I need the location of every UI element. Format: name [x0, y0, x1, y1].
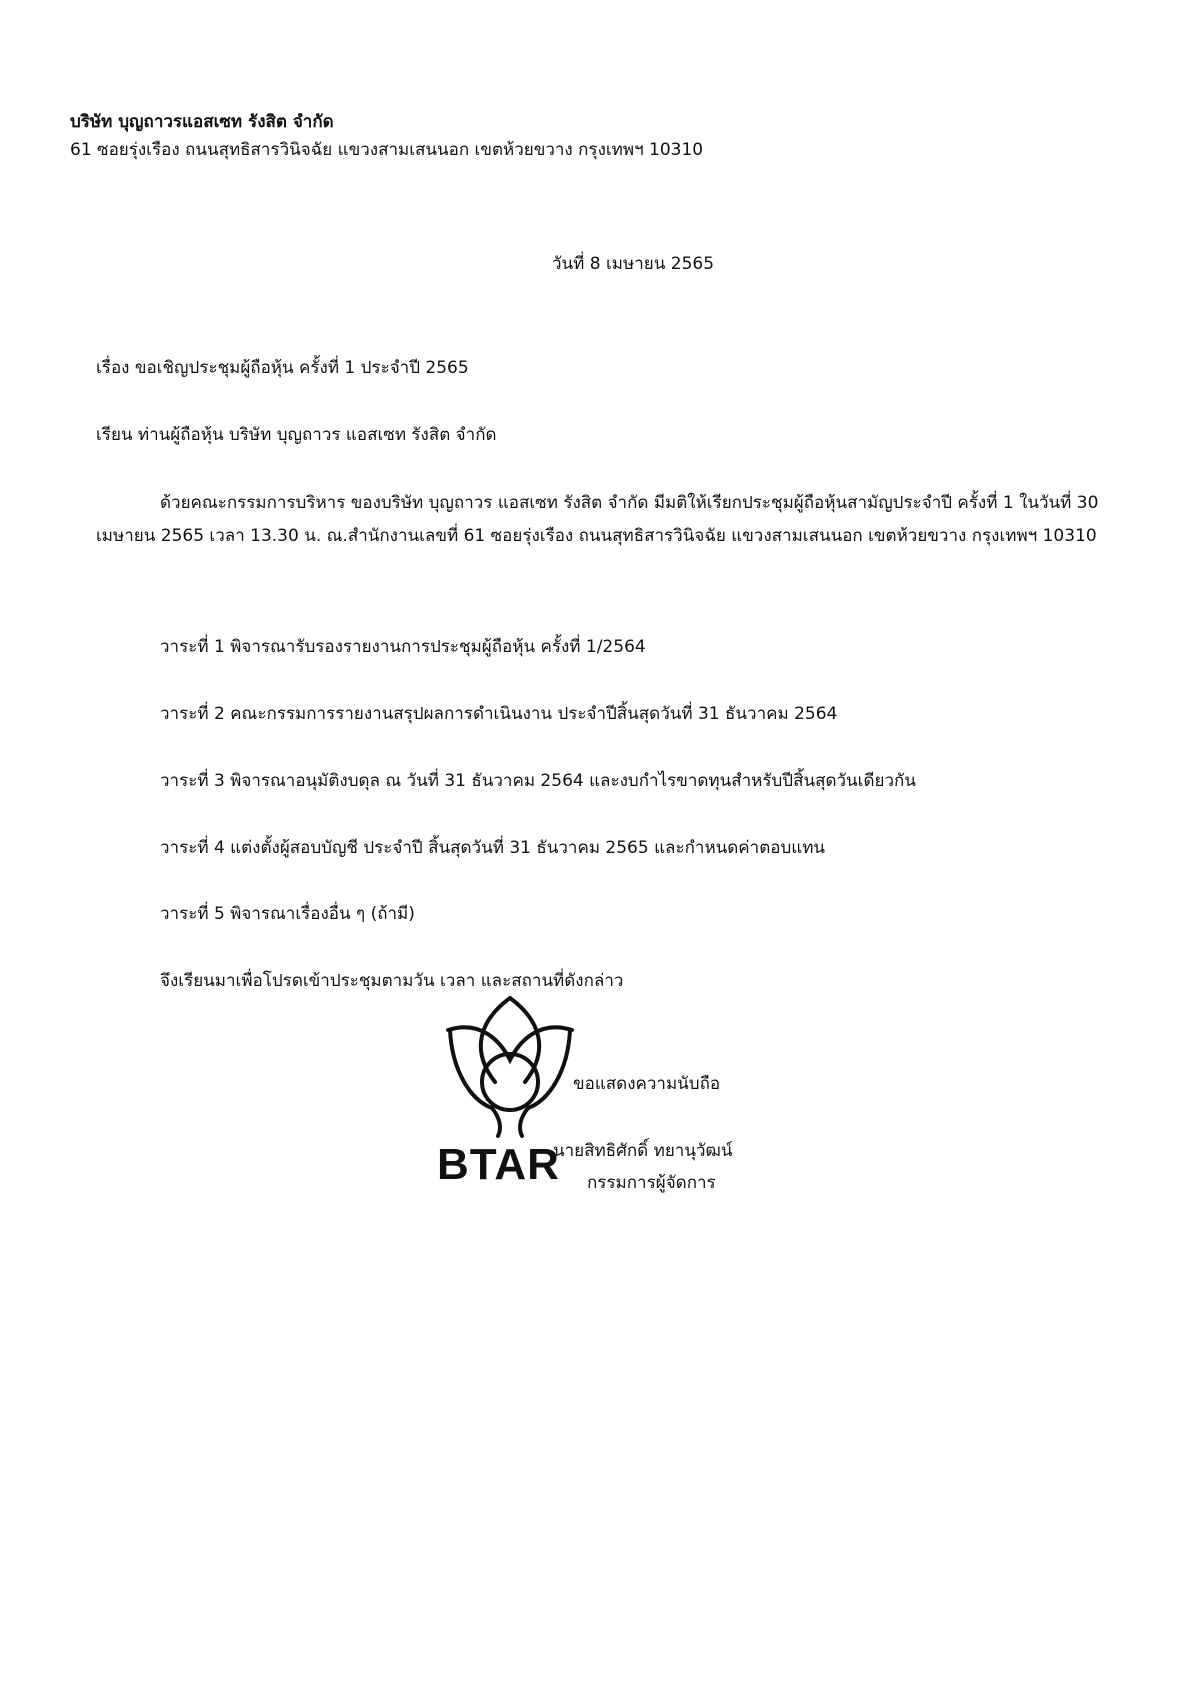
agenda-item-3: วาระที่ 3 พิจารณาอนุมัติงบดุล ณ วันที่ 31 ธันวาคม 2564 และงบกำไรขาดทุนสำหรับปีสิ้นสุดวันเดียวกัน	[160, 771, 916, 791]
letter-salutation: เรียน ท่านผู้ถือหุ้น บริษัท บุญถาวร แอสเซท รังสิต จำกัด	[96, 425, 497, 445]
closing-line: จึงเรียนมาเพื่อโปรดเข้าประชุมตามวัน เวลา และสถานที่ดังกล่าว	[160, 971, 624, 991]
letter-body	[96, 487, 1106, 553]
agenda-item-4: วาระที่ 4 แต่งตั้งผู้สอบบัญชี ประจำปี สิ้นสุดวันที่ 31 ธันวาคม 2565 และกำหนดค่าตอบแทน	[160, 838, 826, 858]
agenda-item-1: วาระที่ 1 พิจารณารับรองรายงานการประชุมผู้ถือหุ้น ครั้งที่ 1/2564	[160, 637, 646, 657]
company-name: บริษัท บุญถาวรแอสเซท รังสิต จำกัด	[70, 112, 334, 132]
letter-subject: เรื่อง ขอเชิญประชุมผู้ถือหุ้น ครั้งที่ 1 ประจำปี 2565	[96, 358, 469, 378]
letter-date: วันที่ 8 เมษายน 2565	[552, 254, 715, 274]
closing-regards: ขอแสดงความนับถือ	[573, 1074, 721, 1094]
letter-body-text: ด้วยคณะกรรมการบริหาร ของบริษัท บุญถาวร แอสเซท รังสิต จำกัด มีมติให้เรียกประชุมผู้ถือหุ้นสามัญประจำปี ครั้งที่ 1 ในวันที่ 30 เมษายน 2565 เวลา 13.30 น. ณ.สำนักงานเลขที่ 61 ซอยรุ่งเรือง ถนนสุทธิสารวินิจฉัย แขวงสามเสนนอก เขตห้วยขวาง กรุงเทพฯ 10310	[96, 493, 1099, 546]
company-address: 61 ซอยรุ่งเรือง ถนนสุทธิสารวินิจฉัย แขวงสามเสนนอก เขตห้วยขวาง กรุงเทพฯ 10310	[70, 140, 704, 160]
btar-logo-text: BTAR	[437, 1140, 560, 1189]
agenda-item-5: วาระที่ 5 พิจารณาเรื่องอื่น ๆ (ถ้ามี)	[160, 904, 415, 924]
agenda-item-2: วาระที่ 2 คณะกรรมการรายงานสรุปผลการดำเนินงาน ประจำปีสิ้นสุดวันที่ 31 ธันวาคม 2564	[160, 704, 838, 724]
signer-name: นายสิทธิศักดิ์ ทยานุวัฒน์	[553, 1141, 733, 1161]
signer-title: กรรมการผู้จัดการ	[587, 1173, 716, 1193]
btar-lotus-logo-icon	[440, 990, 580, 1140]
